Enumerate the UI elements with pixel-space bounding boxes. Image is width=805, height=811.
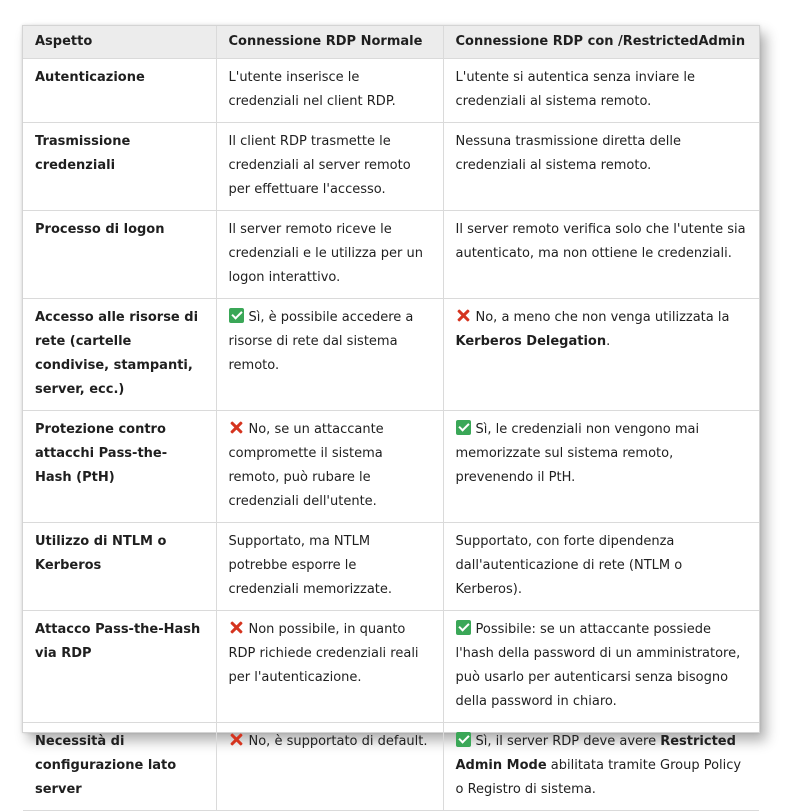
- cell-text: L'utente si autentica senza inviare le credenziali al sistema remoto.: [455, 70, 695, 109]
- cell-text: Supportato, ma NTLM potrebbe esporre le credenziali memorizzate.: [228, 534, 393, 597]
- table-header-row: [23, 26, 759, 59]
- comparison-table-card: [22, 25, 760, 797]
- check-mark-icon: [229, 308, 244, 323]
- table-row: [23, 59, 759, 123]
- normal-rdp-cell: [216, 299, 443, 411]
- cell-text-after: abilitata tramite Group Policy o Registro di sistema.: [455, 758, 742, 797]
- header-restricted-admin: Connessione RDP con /RestrictedAdmin: [443, 26, 759, 59]
- cell-text: Supportato, con forte dipendenza dall'autenticazione di rete (NTLM o Kerberos).: [455, 534, 683, 597]
- header-normal-rdp: Connessione RDP Normale: [216, 26, 443, 59]
- cell-text: Possibile: se un attaccante possiede l'hash della password di un amministratore, può usarlo per autenticarsi senza bisogno della password in chiaro.: [455, 622, 741, 709]
- cross-mark-icon: [229, 620, 244, 635]
- restricted-admin-cell: [443, 723, 759, 811]
- table-row: [23, 523, 759, 611]
- normal-rdp-cell: [216, 211, 443, 299]
- table-row: [23, 611, 759, 723]
- cell-text: No, a meno che non venga utilizzata la: [475, 310, 730, 325]
- table-row: [23, 299, 759, 411]
- restricted-admin-cell: [443, 611, 759, 723]
- cell-text: Nessuna trasmissione diretta delle credenziali al sistema remoto.: [455, 134, 681, 173]
- aspect-cell: Attacco Pass-the-Hash via RDP: [23, 611, 216, 723]
- cross-mark-icon: [456, 308, 471, 323]
- aspect-cell: Protezione contro attacchi Pass-the-Hash (PtH): [23, 411, 216, 523]
- normal-rdp-cell: [216, 123, 443, 211]
- cell-bold-text: Restricted Admin Mode: [455, 734, 736, 773]
- check-mark-icon: [456, 420, 471, 435]
- cell-text: Il client RDP trasmette le credenziali al server remoto per effettuare l'accesso.: [228, 134, 411, 197]
- restricted-admin-cell: [443, 123, 759, 211]
- table-row: [23, 411, 759, 523]
- normal-rdp-cell: [216, 723, 443, 811]
- table-row: [23, 123, 759, 211]
- check-mark-icon: [456, 620, 471, 635]
- cell-text: Sì, il server RDP deve avere: [475, 734, 661, 749]
- cell-text-after: .: [606, 334, 611, 349]
- cell-text: Il server remoto riceve le credenziali e le utilizza per un logon interattivo.: [228, 222, 423, 285]
- restricted-admin-cell: [443, 211, 759, 299]
- table-row: [23, 211, 759, 299]
- restricted-admin-cell: [443, 523, 759, 611]
- cell-text: No, è supportato di default.: [248, 734, 428, 749]
- cell-text: Sì, è possibile accedere a risorse di rete dal sistema remoto.: [228, 310, 414, 373]
- cell-text: Il server remoto verifica solo che l'utente sia autenticato, ma non ottiene le credenziali.: [455, 222, 746, 261]
- aspect-cell: Autenticazione: [23, 59, 216, 123]
- normal-rdp-cell: [216, 611, 443, 723]
- cell-bold-text: Kerberos Delegation: [455, 334, 607, 349]
- aspect-cell: Necessità di configurazione lato server: [23, 723, 216, 811]
- normal-rdp-cell: [216, 523, 443, 611]
- aspect-cell: Accesso alle risorse di rete (cartelle condivise, stampanti, server, ecc.): [23, 299, 216, 411]
- cell-text: L'utente inserisce le credenziali nel client RDP.: [228, 70, 396, 109]
- header-aspect: Aspetto: [23, 26, 216, 59]
- check-mark-icon: [456, 732, 471, 747]
- restricted-admin-cell: [443, 59, 759, 123]
- restricted-admin-cell: [443, 299, 759, 411]
- normal-rdp-cell: [216, 59, 443, 123]
- aspect-cell: Utilizzo di NTLM o Kerberos: [23, 523, 216, 611]
- cell-text: No, se un attaccante compromette il sistema remoto, può rubare le credenziali dell'utente.: [228, 422, 384, 509]
- normal-rdp-cell: [216, 411, 443, 523]
- aspect-cell: Processo di logon: [23, 211, 216, 299]
- table-body: [23, 59, 759, 811]
- cross-mark-icon: [229, 420, 244, 435]
- cell-text: Sì, le credenziali non vengono mai memorizzate sul sistema remoto, prevenendo il PtH.: [455, 422, 700, 485]
- table-row: [23, 723, 759, 811]
- cell-text: Non possibile, in quanto RDP richiede credenziali reali per l'autenticazione.: [228, 622, 419, 685]
- cross-mark-icon: [229, 732, 244, 747]
- comparison-table: [23, 26, 759, 811]
- restricted-admin-cell: [443, 411, 759, 523]
- aspect-cell: Trasmissione credenziali: [23, 123, 216, 211]
